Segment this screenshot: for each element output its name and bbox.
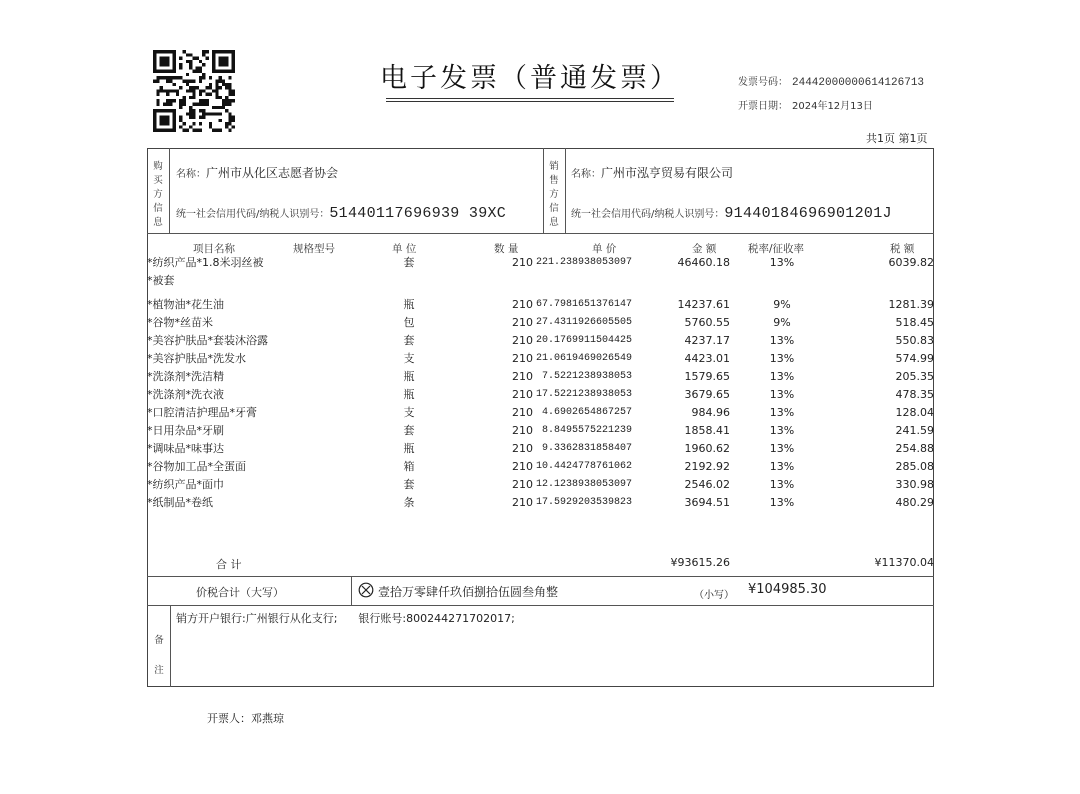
item-name: *谷物*丝苗米 xyxy=(147,316,213,329)
item-name: *口腔清洁护理品*牙膏 xyxy=(147,406,257,419)
item-quantity: 210 xyxy=(512,256,533,269)
buyer-taxid-label: 统一社会信用代码/纳税人识别号： xyxy=(176,209,330,220)
buyer-name xyxy=(176,162,338,181)
item-unit-price: 20.1769911504425 xyxy=(535,335,632,346)
item-unit: 条 xyxy=(403,496,415,509)
issuer xyxy=(207,710,284,726)
remarks-divider xyxy=(170,605,171,687)
buyer-name-value: 广州市从化区志愿者协会 xyxy=(206,166,339,180)
item-name: *美容护肤品*洗发水 xyxy=(147,352,246,365)
item-name: *谷物加工品*全蛋面 xyxy=(147,460,246,473)
item-unit-price: 10.4424778761062 xyxy=(535,461,632,472)
item-name-wrap: *被套 xyxy=(147,274,175,287)
item-unit: 瓶 xyxy=(403,298,415,311)
item-tax: 254.88 xyxy=(895,442,934,455)
item-name: *植物油*花生油 xyxy=(147,298,224,311)
item-amount: 46460.18 xyxy=(677,256,730,269)
item-name: *日用杂品*牙刷 xyxy=(147,424,224,437)
item-tax: 285.08 xyxy=(895,460,934,473)
invoice-date-label: 开票日期： xyxy=(738,101,788,112)
item-tax-rate: 13% xyxy=(769,406,795,419)
item-unit-price: 221.238938053097 xyxy=(535,257,632,268)
item-tax-rate: 13% xyxy=(769,370,795,383)
seller-name-value: 广州市泓亨贸易有限公司 xyxy=(601,166,734,180)
header-item-name: 项目名称 xyxy=(193,243,235,255)
buyer-label-divider xyxy=(169,148,170,233)
grand-total-small-label: （小写） xyxy=(694,590,734,601)
item-name: *调味品*味事达 xyxy=(147,442,224,455)
item-quantity: 210 xyxy=(512,370,533,383)
invoice-date xyxy=(738,97,873,112)
total-amount: ¥93615.26 xyxy=(670,556,730,569)
item-unit: 套 xyxy=(403,424,415,437)
item-quantity: 210 xyxy=(512,334,533,347)
buyer-side-label: 购买方信息 xyxy=(153,161,163,228)
item-tax-rate: 9% xyxy=(773,298,791,311)
item-tax: 480.29 xyxy=(895,496,934,509)
header-tax-amount: 税 额 xyxy=(890,243,915,255)
item-tax-rate: 9% xyxy=(773,316,791,329)
seller-taxid-value: 91440184696901201J xyxy=(724,205,892,222)
seller-side-label: 销售方信息 xyxy=(549,161,559,228)
remarks-text: 销方开户银行:广州银行从化支行; 银行账号:800244271702017; xyxy=(176,612,515,625)
item-tax: 330.98 xyxy=(895,478,934,491)
item-tax: 574.99 xyxy=(895,352,934,365)
item-unit: 支 xyxy=(403,406,415,419)
item-unit: 套 xyxy=(403,334,415,347)
item-tax: 241.59 xyxy=(895,424,934,437)
table-row xyxy=(147,332,934,350)
item-unit-price: 67.7981651376147 xyxy=(535,299,632,310)
item-unit: 瓶 xyxy=(403,442,415,455)
issuer-label: 开票人： xyxy=(207,712,251,725)
item-unit: 套 xyxy=(403,478,415,491)
item-name: *美容护肤品*套装沐浴露 xyxy=(147,334,268,347)
qr-code xyxy=(153,50,235,132)
item-unit-price: 7.5221238938053 xyxy=(541,371,632,382)
invoice-date-value: 2024年12月13日 xyxy=(792,101,873,112)
item-tax: 518.45 xyxy=(895,316,934,329)
page-count: 共1页 第1页 xyxy=(866,132,928,145)
item-amount: 1579.65 xyxy=(684,370,730,383)
buyer-name-label: 名称： xyxy=(176,169,206,180)
item-quantity: 210 xyxy=(512,424,533,437)
grand-total-bottom-line xyxy=(147,605,934,606)
item-unit-price: 4.6902654867257 xyxy=(541,407,632,418)
item-amount: 2546.02 xyxy=(684,478,730,491)
item-unit-price: 8.8495575221239 xyxy=(541,425,632,436)
item-tax: 1281.39 xyxy=(888,298,934,311)
total-tax: ¥11370.04 xyxy=(874,556,934,569)
item-tax: 478.35 xyxy=(895,388,934,401)
title-underline-bottom xyxy=(386,101,674,102)
item-amount: 1960.62 xyxy=(684,442,730,455)
table-row xyxy=(147,476,934,494)
item-unit: 支 xyxy=(403,352,415,365)
header-amount: 金 额 xyxy=(692,243,717,255)
table-row xyxy=(147,350,934,368)
item-tax: 6039.82 xyxy=(888,256,934,269)
table-row xyxy=(147,494,934,512)
invoice-number-value: 24442000000614126713 xyxy=(792,77,925,89)
header-quantity: 数 量 xyxy=(494,243,519,255)
table-row xyxy=(147,440,934,458)
total-label: 合 计 xyxy=(216,558,242,571)
item-tax-rate: 13% xyxy=(769,496,795,509)
remarks-label: 备注 xyxy=(154,635,164,676)
item-name: *洗涤剂*洗洁精 xyxy=(147,370,224,383)
item-amount: 4423.01 xyxy=(684,352,730,365)
item-tax-rate: 13% xyxy=(769,460,795,473)
header-unit: 单 位 xyxy=(392,243,417,255)
grand-total-in-words: 壹拾万零肆仟玖佰捌拾伍圆叁角整 xyxy=(378,585,559,599)
title-underline-top xyxy=(386,98,674,99)
item-tax-rate: 13% xyxy=(769,424,795,437)
item-unit-price: 9.3362831858407 xyxy=(541,443,632,454)
table-row xyxy=(147,422,934,440)
table-row xyxy=(147,404,934,422)
invoice-title: 电子发票（普通发票） xyxy=(380,63,680,94)
item-tax-rate: 13% xyxy=(769,388,795,401)
item-amount: 3679.65 xyxy=(684,388,730,401)
grand-total-divider xyxy=(351,576,352,605)
seller-name xyxy=(571,162,733,181)
item-unit: 套 xyxy=(403,256,415,269)
item-name: *纺织产品*1.8米羽丝被 xyxy=(147,256,264,269)
item-quantity: 210 xyxy=(512,388,533,401)
item-tax-rate: 13% xyxy=(769,478,795,491)
header-tax-rate: 税率/征收率 xyxy=(748,243,805,255)
table-row xyxy=(147,458,934,476)
issuer-name: 邓燕琼 xyxy=(251,712,284,725)
item-quantity: 210 xyxy=(512,478,533,491)
buyer-taxid xyxy=(176,202,506,222)
seller-taxid xyxy=(571,202,892,222)
buyer-taxid-value: 51440117696939 39XC xyxy=(329,205,507,222)
item-amount: 4237.17 xyxy=(684,334,730,347)
item-amount: 14237.61 xyxy=(677,298,730,311)
grand-total-label: 价税合计（大写） xyxy=(196,586,284,599)
item-unit: 瓶 xyxy=(403,370,415,383)
item-unit: 箱 xyxy=(403,460,415,473)
table-row xyxy=(147,254,934,272)
item-quantity: 210 xyxy=(512,460,533,473)
item-unit-price: 27.4311926605505 xyxy=(535,317,632,328)
party-section-divider xyxy=(147,233,934,234)
item-tax-rate: 13% xyxy=(769,334,795,347)
grand-total-top-line xyxy=(147,576,934,577)
header-spec: 规格型号 xyxy=(293,243,335,255)
seller-name-label: 名称： xyxy=(571,169,601,180)
table-row xyxy=(147,296,934,314)
item-unit-price: 17.5929203539823 xyxy=(535,497,632,508)
item-tax-rate: 13% xyxy=(769,442,795,455)
grand-total-in-figures: ¥104985.30 xyxy=(748,582,827,597)
cross-circle-icon xyxy=(358,582,374,598)
item-name: *洗涤剂*洗衣液 xyxy=(147,388,224,401)
item-amount: 3694.51 xyxy=(684,496,730,509)
seller-label-divider xyxy=(565,148,566,233)
item-tax-rate: 13% xyxy=(769,352,795,365)
item-quantity: 210 xyxy=(512,406,533,419)
item-name: *纸制品*卷纸 xyxy=(147,496,213,509)
item-unit-price: 21.0619469026549 xyxy=(535,353,632,364)
item-tax: 128.04 xyxy=(895,406,934,419)
item-quantity: 210 xyxy=(512,496,533,509)
item-unit: 瓶 xyxy=(403,388,415,401)
invoice-number xyxy=(738,73,924,89)
party-middle-divider xyxy=(543,148,544,233)
seller-taxid-label: 统一社会信用代码/纳税人识别号： xyxy=(571,209,725,220)
item-quantity: 210 xyxy=(512,352,533,365)
item-tax: 205.35 xyxy=(895,370,934,383)
item-amount: 984.96 xyxy=(691,406,730,419)
item-tax: 550.83 xyxy=(895,334,934,347)
item-amount: 2192.92 xyxy=(684,460,730,473)
item-unit: 包 xyxy=(403,316,415,329)
item-amount: 1858.41 xyxy=(684,424,730,437)
table-row xyxy=(147,386,934,404)
table-row xyxy=(147,314,934,332)
item-amount: 5760.55 xyxy=(684,316,730,329)
item-unit-price: 17.5221238938053 xyxy=(535,389,632,400)
item-name: *纺织产品*面巾 xyxy=(147,478,224,491)
item-unit-price: 12.1238938053097 xyxy=(535,479,632,490)
table-row xyxy=(147,368,934,386)
invoice-number-label: 发票号码： xyxy=(738,77,788,88)
item-quantity: 210 xyxy=(512,442,533,455)
item-quantity: 210 xyxy=(512,316,533,329)
header-unit-price: 单 价 xyxy=(592,243,617,255)
item-tax-rate: 13% xyxy=(769,256,795,269)
item-quantity: 210 xyxy=(512,298,533,311)
